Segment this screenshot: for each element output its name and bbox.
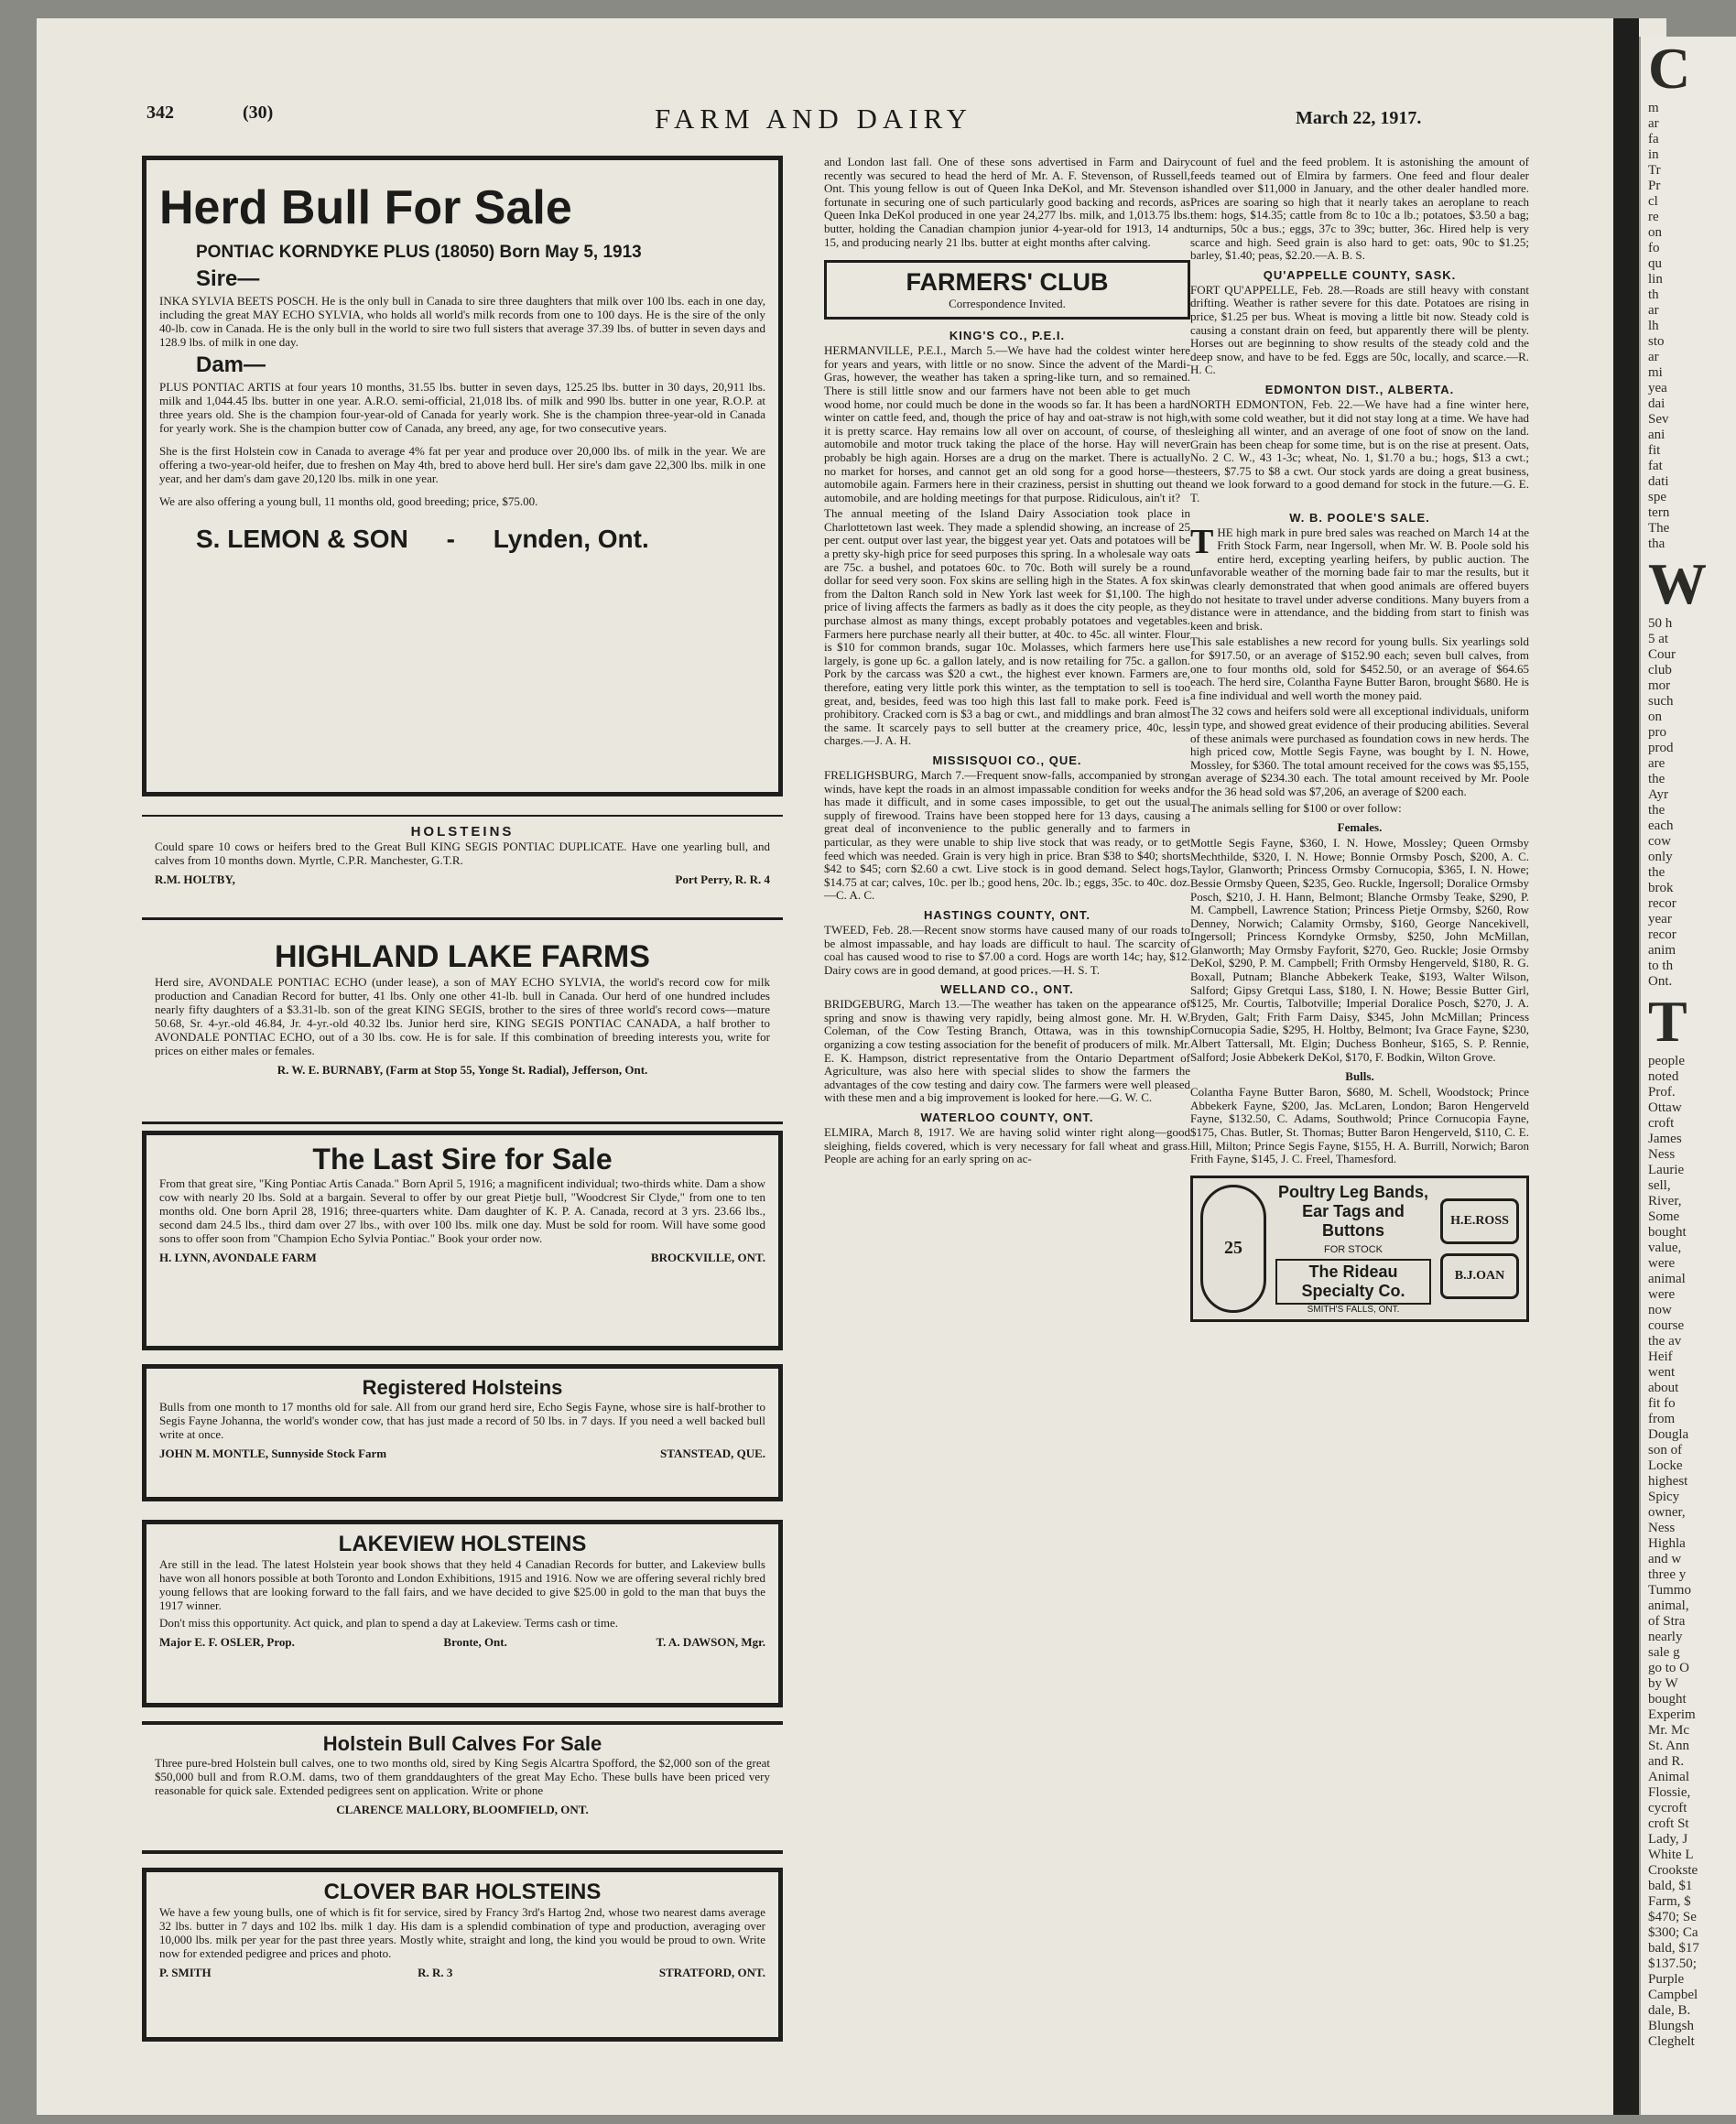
registered-place: STANSTEAD, QUE. bbox=[660, 1447, 765, 1460]
bull-calves-footer: CLARENCE MALLORY, BLOOMFIELD, ONT. bbox=[336, 1803, 589, 1816]
edge-fragment: Cleghelt bbox=[1648, 2034, 1695, 2049]
edge-fragment: Tummo bbox=[1648, 1583, 1691, 1598]
edge-fragment: St. Ann bbox=[1648, 1739, 1690, 1753]
edge-fragment: about bbox=[1648, 1381, 1679, 1395]
edge-fragment: each bbox=[1648, 818, 1674, 833]
lakeview-footer bbox=[159, 1635, 765, 1650]
offer-text: We are also offering a young bull, 11 months old, good breeding; price, $75.00. bbox=[159, 494, 538, 508]
edge-fragment: highest bbox=[1648, 1474, 1688, 1489]
welland-heading: WELLAND CO., ONT. bbox=[940, 982, 1074, 997]
edge-fragment: Ont. bbox=[1648, 974, 1673, 989]
waterloo-text: ELMIRA, March 8, 1917. We are having solid winter right along—good sleighing, fields covered, which is very necessary for fall wheat and grass. People are aching for an early spring on ac- bbox=[824, 1125, 1190, 1166]
herd-bull-subtitle: PONTIAC KORNDYKE PLUS (18050) Born May 5, 1913 bbox=[196, 243, 642, 262]
edge-fragment: $137.50; bbox=[1648, 1956, 1697, 1971]
highland-lake-ad bbox=[142, 932, 783, 1124]
edge-fragment: $470; Se bbox=[1648, 1910, 1697, 1924]
edge-fragment: were bbox=[1648, 1287, 1676, 1302]
edge-fragment: White L bbox=[1648, 1848, 1694, 1862]
ear-tag-icon: H.E.ROSS bbox=[1440, 1198, 1519, 1244]
dam-heading: Dam— bbox=[196, 352, 266, 377]
edge-fragment: fit bbox=[1648, 443, 1661, 458]
edge-fragment: Pr bbox=[1648, 179, 1661, 193]
sire-text: INKA SYLVIA BEETS POSCH. He is the only bull in Canada to sire three daughters that milk over 100 lbs. each in one day, including the great MAY ECHO SYLVIA, who holds all world's milk records from one to 100 days. He is the sire of the only 40-lb. cow in Canada. He is the only bull in the world to sire two full sisters that average 37.39 lbs. of butter in seven days and 128.9 lbs. of milk in one day. bbox=[159, 294, 765, 349]
quappelle-text: FORT QU'APPELLE, Feb. 28.—Roads are still heavy with constant drifting. Weather is rather severe for this date. Potatoes are rising in price, $1.25 per bus. Wheat is moving a little bit now. Steady cold is causing a constant drain on feed, but apparently there will be plenty. Horses out are beginning to show results of the steady cold and the deep snow, and have to be fed. Eggs are 50c, locally, and scarce.—R. H. C. bbox=[1190, 282, 1529, 377]
edge-fragment: fo bbox=[1648, 241, 1660, 255]
edge-fragment: Ness bbox=[1648, 1147, 1676, 1162]
bulls-heading: Bulls. bbox=[1345, 1069, 1374, 1084]
farmers-club-title: FARMERS' CLUB bbox=[906, 268, 1109, 297]
herd-bull-title: Herd Bull For Sale bbox=[159, 181, 572, 234]
kings-co-heading: KING'S CO., P.E.I. bbox=[949, 329, 1066, 343]
seller-place: Lynden, Ont. bbox=[493, 525, 649, 553]
edge-fragment: Spicy bbox=[1648, 1490, 1680, 1504]
edge-fragment: Animal bbox=[1648, 1770, 1689, 1784]
edge-fragment: dati bbox=[1648, 474, 1669, 489]
edge-fragment: the bbox=[1648, 803, 1665, 818]
dam-text: PLUS PONTIAC ARTIS at four years 10 months, 31.55 lbs. butter in seven days, 125.25 lbs. butter in 30 days, 20,911 lbs. milk and 1,044.45 lbs. butter in one year. A.R.O. semi-official, 21,018 lbs. of milk and 990 lbs. butter in one year, R.O.P. at three years old. She is the champion four-year-old of Canada for yearly work. She is the champion three-year-old in Canada for yearly work. She is the champion butter cow of Canada, any breed, any age, for two consecutive years. bbox=[159, 380, 765, 435]
holsteins-heading: HOLSTEINS bbox=[410, 824, 515, 840]
article-continued: and London last fall. One of these sons advertised in Farm and Dairy recently was secured to head the herd of Mr. A. F. Stevenson, of Russell, Ont. This young fellow is out of Queen Inka DeKol, and Mr. Stevenson is fortunate in securing one of such particularly good backing and records, as Queen Inka DeKol produced in one year 24,277 lbs. milk, and 1,013.75 lbs. butter, holding the Canadian champion junior 4-year-old for 1913, 14 and 15, and producing nearly 21 lbs. butter at eight months after calving. bbox=[824, 155, 1190, 249]
edge-fragment: bought bbox=[1648, 1692, 1687, 1707]
edge-fragment: T bbox=[1648, 989, 1687, 1054]
rideau-line-2: Ear Tags and Buttons bbox=[1302, 1201, 1405, 1240]
herd-bull-footer bbox=[196, 525, 765, 554]
edge-fragment: Blungsh bbox=[1648, 2019, 1695, 2033]
lakeview-text: Are still in the lead. The latest Holstein year book shows that they held 4 Canadian Records for butter, and Lakeview bulls have won all honors possible at both Toronto and London Exhibitions, 1915 and 1916. Now we are offering several richly bred young fellows that are looking forward to the fall fairs, and we have decided to give $25.00 in gold to the man that buys the 1917 winner. bbox=[159, 1557, 765, 1612]
edge-fragment: Sev bbox=[1648, 412, 1669, 427]
missisquoi-text: FRELIGHSBURG, March 7.—Frequent snow-falls, accompanied by strong winds, have kept the roads in an almost impassable condition for weeks and has made it difficult, and in some cases impossible, to get out the usual supply of firewood. Trains have been stopped here for 13 days, causing a great deal of inconvenience to the public generally and to farmers in particular, as they were unable to ship live stock that was ready, or to get feed which was needed. Grain is very high in price. Bran $38 to $40; shorts $42 to $45; corn $2.60 a cwt. Live stock is in good demand. Select hogs, $14.75 at car; calves, 10c. per lb.; good hens, 20c. lb.; eggs, 35c. to 40c. doz.—C. A. C. bbox=[824, 767, 1191, 903]
holsteins-text: Could spare 10 cows or heifers bred to the Great Bull KING SEGIS PONTIAC DUPLICATE. Have one yearling bull, and calves from 10 months down. Myrtle, C.P.R. Manchester, G.T.R. bbox=[155, 840, 770, 867]
edge-fragment: Some bbox=[1648, 1209, 1680, 1224]
edge-fragment: course bbox=[1648, 1318, 1685, 1333]
highland-heading: HIGHLAND LAKE FARMS bbox=[275, 939, 650, 974]
registered-footer bbox=[159, 1447, 765, 1461]
lakeview-mid: Bronte, Ont. bbox=[443, 1635, 507, 1649]
last-sire-footer bbox=[159, 1251, 765, 1265]
edge-fragment: prod bbox=[1648, 741, 1674, 755]
edge-fragment: Campbel bbox=[1648, 1988, 1698, 2002]
poole-sale-body: HE high mark in pure bred sales was reached on March 14 at the Frith Stock Farm, near Ingersoll, when Mr. W. B. Poole sold his entire herd, excepting yearling heifers, by public auction. The unfavorable weather of the morning bade fair to mar the results, but it was clearly demonstrated that when good animals are offered buyers do not hesitate to travel under adverse conditions. Many buyers from a distance were in attendance, and the bidding from start to finish was keen and brisk. bbox=[1190, 525, 1529, 633]
edge-fragment: Heif bbox=[1648, 1349, 1673, 1364]
edge-fragment: the bbox=[1648, 865, 1665, 880]
edge-fragment: of Stra bbox=[1648, 1614, 1686, 1629]
edge-fragment: were bbox=[1648, 1256, 1676, 1271]
edge-fragment: bald, $1 bbox=[1648, 1879, 1693, 1893]
edge-fragment: cycroft bbox=[1648, 1801, 1687, 1815]
kings-co-text-2: The annual meeting of the Island Dairy Association took place in Charlottetown last week. They made a splendid showing, an increase of 25 per cent. output over last year, the biggest year yet. Oats and potatoes will be a pretty sky-high price for seed purposes this spring. In a wholesale way oats are 75c. a bushel, and potatoes 60c. to 70c. Both will surely be a round dollar for seed very soon. Fox skins are selling high in the States. A fox skin from the Dalton Ranch sold in New York last week for $1,100. The high price of living affects the farmers as badly as it does the city people, as they purchase almost as many things, except probably potatoes and vegetables. Farmers here purchase nearly all their butter, at 40c. to 45c. all winter. Flour is $10 for common brands, sugar 10c. Molasses, which farmers here use largely, is gone up 6c. a gallon lately, and is now retailing for 75c. a gallon. Pork by the carcass was $20 a cwt., the highest ever known. Farmers are, therefore, eating very little pork this winter, as the temptation to sell is too great, and, besides, feed was too high this last fall to make pork. Feed is prohibitory. Cracked corn is $3 a bag or cwt., and middlings and bran almost the same. It scarcely pays to sell butter at the creamery price, 40c, less charges.—J. A. H. bbox=[824, 506, 1191, 748]
edge-fragment: the av bbox=[1648, 1334, 1682, 1349]
edge-fragment: the bbox=[1648, 772, 1665, 786]
edge-fragment: owner, bbox=[1648, 1505, 1686, 1520]
edge-fragment: Crookste bbox=[1648, 1863, 1698, 1878]
rideau-line-1: Poultry Leg Bands, bbox=[1277, 1182, 1429, 1201]
issue-date: March 22, 1917. bbox=[1296, 108, 1422, 128]
masthead: FARM AND DAIRY bbox=[655, 103, 972, 135]
holsteins-place: Port Perry, R. R. 4 bbox=[675, 872, 770, 886]
edge-fragment: such bbox=[1648, 694, 1674, 709]
lakeview-name: Major E. F. OSLER, Prop. bbox=[159, 1635, 295, 1649]
edge-fragment: yea bbox=[1648, 381, 1667, 396]
edge-fragment: anim bbox=[1648, 943, 1676, 958]
page-gutter bbox=[1613, 18, 1639, 2115]
page-number: 342 bbox=[146, 103, 174, 123]
edge-fragment: dale, B. bbox=[1648, 2003, 1691, 2018]
edge-fragment: qu bbox=[1648, 256, 1662, 271]
clover-bar-ad bbox=[142, 1868, 783, 2042]
holsteins-ad bbox=[142, 815, 783, 920]
edge-fragment: and R. bbox=[1648, 1754, 1685, 1769]
edge-fragment: fit fo bbox=[1648, 1396, 1676, 1411]
edge-fragment: fa bbox=[1648, 132, 1659, 146]
edge-fragment: cl bbox=[1648, 194, 1658, 209]
edge-fragment: James bbox=[1648, 1132, 1682, 1146]
edge-fragment: club bbox=[1648, 663, 1672, 677]
poole-sale-text bbox=[1190, 522, 1529, 634]
edge-fragment: $300; Ca bbox=[1648, 1925, 1698, 1940]
clover-bar-name: P. SMITH bbox=[159, 1966, 212, 1979]
edmonton-text: NORTH EDMONTON, Feb. 22.—We have had a fine winter here, with some cold weather, but it did not stay long at a time. We have had sleighing all winter, and an average of one foot of snow on the land. Grain has been cheap for some time, but is on the rise at present. Oats, No. 2 C. W., 43 1-3c; wheat, No. 1, $1.70 a bu.; hogs, $13 a cwt.; steers, $7.75 to $8 a cwt. Our stock yards are doing a great business, and we look forward to a good demand for stock in the future.—G. E. T. bbox=[1190, 396, 1529, 505]
highland-footer: R. W. E. BURNABY, (Farm at Stop 55, Yonge St. Radial), Jefferson, Ont. bbox=[277, 1063, 648, 1077]
edge-fragment: W bbox=[1648, 551, 1707, 616]
edge-fragment: Highla bbox=[1648, 1536, 1686, 1551]
females-heading: Females. bbox=[1337, 820, 1383, 835]
poole-sale-text-2: This sale establishes a new record for young bulls. Six yearlings sold for $917.50, or an average of $152.90 each; seven bull calves, from one to four months old, sold for $452.50, or an average of $64.65 each. The herd sire, Colantha Fayne Butter Baron, brought $680. He is a fine individual and well worth the money paid. bbox=[1190, 634, 1529, 702]
edge-fragment: 5 at bbox=[1648, 632, 1669, 646]
edge-fragment: noted bbox=[1648, 1069, 1679, 1084]
edge-fragment: th bbox=[1648, 287, 1659, 302]
missisquoi-heading: MISSISQUOI CO., QUE. bbox=[932, 753, 1082, 767]
rideau-location: SMITH'S FALLS, ONT. bbox=[1307, 1304, 1400, 1315]
edge-fragment: cow bbox=[1648, 834, 1671, 849]
leg-band-icon: 25 bbox=[1200, 1185, 1266, 1313]
edge-fragment: nearly bbox=[1648, 1630, 1683, 1644]
poole-sale-heading: W. B. POOLE'S SALE. bbox=[1289, 510, 1430, 525]
edge-fragment: now bbox=[1648, 1303, 1672, 1317]
bull-calves-heading: Holstein Bull Calves For Sale bbox=[322, 1732, 602, 1755]
edge-fragment: only bbox=[1648, 850, 1673, 864]
edge-fragment: bought bbox=[1648, 1225, 1687, 1240]
next-page-edge bbox=[1639, 37, 1736, 2115]
bull-calves-ad bbox=[142, 1721, 783, 1854]
clover-bar-footer bbox=[159, 1966, 765, 1980]
kings-co-text: HERMANVILLE, P.E.I., March 5.—We have had the coldest winter here for years and years, with little or no snow. Since the advent of the Mardi-Gras, however, the weather has taken a spring-like turn, and so remained. There is still little snow and our farmers have not been able to get much wood home, nor could much be done in the woods so far. It has been a hard winter on cattle feed, and, though the price of hay and oat-straw is not high, it is pretty scarce. Hay remains low all over on account, of course, of the automobile and motor truck taking the place of the horse. Hay will never probably be high again. Horses are a drug on the market. There is actually no market for horses, and cannot get an old song for a good horse—the automobile again. Farmers here in their craziness, persist in shutting out the automobile, and are holding meetings for that purpose. Ridiculous, ain't it? bbox=[824, 343, 1190, 504]
edge-fragment: on bbox=[1648, 710, 1662, 724]
clover-bar-text: We have a few young bulls, one of which is fit for service, sired by Francy 3rd's Hartog 2nd, whose two nearest dams average 32 lbs. butter in 7 days and 102 lbs. milk 1 day. His dam is a splendid combination of type and production, averaging over 10,000 lbs. milk per year for the past three years. Mostly white, straight and long, the kind you would be proud to own. Write now for extended pedigree and prices and photo. bbox=[159, 1905, 765, 1960]
last-sire-heading: The Last Sire for Sale bbox=[312, 1143, 613, 1176]
registered-holsteins-ad bbox=[142, 1364, 783, 1501]
poole-sale-text-3: The 32 cows and heifers sold were all exceptional individuals, uniform in type, and showed great evidence of their producing abilities. Several of these animals were purchased as foundation cows in new herds. The high priced cow, Mottle Segis Fayne, was bought by I. N. Howe, Mossley, for $360. The total amount received for the cows was $5,155, an average of $234.30 each. The total amount received by Mr. Poole for the 36 head sold was $7,206, an average of $200 each. bbox=[1190, 704, 1529, 798]
registered-heading: Registered Holsteins bbox=[362, 1376, 563, 1399]
sire-heading: Sire— bbox=[196, 266, 260, 291]
edmonton-heading: EDMONTON DIST., ALBERTA. bbox=[1264, 382, 1455, 396]
edge-fragment: pro bbox=[1648, 725, 1666, 740]
edge-fragment: Mr. Mc bbox=[1648, 1723, 1689, 1738]
drop-cap: T bbox=[1190, 522, 1214, 561]
clover-bar-heading: CLOVER BAR HOLSTEINS bbox=[323, 1880, 602, 1904]
edge-fragment: Dougla bbox=[1648, 1427, 1689, 1442]
edge-fragment: m bbox=[1648, 101, 1659, 115]
ear-tag-icon-2: B.J.OAN bbox=[1440, 1253, 1519, 1299]
registered-text: Bulls from one month to 17 months old for sale. All from our grand herd sire, Echo Segis Fayne, whose sire is half-brother to Segis Fayne Johanna, the world's wonder cow, that has just made a record of 50 lbs. in 7 days. If you need a well backed bull write at once. bbox=[159, 1400, 765, 1441]
page-number-alt: (30) bbox=[243, 103, 274, 123]
edge-fragment: Lady, J bbox=[1648, 1832, 1688, 1847]
bull-calves-text: Three pure-bred Holstein bull calves, one to two months old, sired by King Segis Alcartra Spofford, the $2,000 son of the great $50,000 bull and from R.O.M. dams, two of them granddaughters of the great May Echo. These bulls have been priced very reasonable for quick sale. Extended pedigrees sent on application. Write or phone bbox=[155, 1756, 770, 1797]
edge-fragment: brok bbox=[1648, 881, 1674, 895]
edge-fragment: mi bbox=[1648, 365, 1663, 380]
quappelle-heading: QU'APPELLE COUNTY, SASK. bbox=[1263, 267, 1457, 282]
right-column bbox=[1190, 156, 1529, 1322]
edge-fragment: Ayr bbox=[1648, 787, 1668, 802]
last-sire-text: From that great sire, "King Pontiac Artis Canada." Born April 5, 1916; a magnificent individual; two-thirds white. Dam a show cow with nearly 20 lbs. Sold at a bargain. Several to offer by our great Pietje bull, "Woodcrest Sir Clyde," from one to ten months old. One born April 28, 1916; three-quarters white. Dam daughter of K. P. A. Canada, record at 3 yrs. 23.66 lbs., second dam 24.5 lbs., third dam over 27 lbs., with over 100 lbs. milk one day. Must be sold for room. Will have some good sons to offer soon from "Champion Echo Sylvia Pontiac." Book your order now. bbox=[159, 1176, 765, 1245]
lakeview-heading: LAKEVIEW HOLSTEINS bbox=[338, 1532, 587, 1556]
edge-fragment: C bbox=[1648, 37, 1691, 101]
lakeview-text-2: Don't miss this opportunity. Act quick, and plan to spend a day at Lakeview. Terms cash or time. bbox=[159, 1616, 618, 1630]
edge-fragment: sell, bbox=[1648, 1178, 1671, 1193]
edge-fragment: year bbox=[1648, 912, 1672, 927]
edge-fragment: tern bbox=[1648, 505, 1670, 520]
edge-fragment: recor bbox=[1648, 896, 1676, 911]
edge-fragment: lin bbox=[1648, 272, 1663, 287]
edge-fragment: animal, bbox=[1648, 1598, 1689, 1613]
hastings-heading: HASTINGS COUNTY, ONT. bbox=[923, 907, 1091, 922]
edge-fragment: mor bbox=[1648, 678, 1671, 693]
edge-fragment: Ness bbox=[1648, 1521, 1676, 1535]
bulls-list: Colantha Fayne Butter Baron, $680, M. Schell, Woodstock; Prince Abbekerk Fayne, $200, Jas. McLaren, London; Baron Hengerveld Fayne, $132.50, C. Adams, Southwold; Prince Cornucopia Fayne, $175, Chas. Butler, St. Thomas; Butter Baron Hengerveld, $110, C. E. Hill, Milton; Prince Segis Fayne, $155, H. A. Burrill, Norwich; Baron Frith Fayne, $145, J. C. Freel, Thamesford. bbox=[1190, 1085, 1529, 1166]
edge-fragment: dai bbox=[1648, 396, 1665, 411]
edge-fragment: went bbox=[1648, 1365, 1676, 1380]
hastings-text: TWEED, Feb. 28.—Recent snow storms have caused many of our roads to be almost impassable, and hay loads are difficult to haul. The scarcity of coal has caused wood to rise to $7.00 a cord. Hogs are worth 14c; hay, $12. Dairy cows are in good demand, at good prices.—H. S. T. bbox=[824, 922, 1190, 977]
edge-fragment: croft St bbox=[1648, 1816, 1689, 1831]
edge-fragment: by W bbox=[1648, 1676, 1678, 1691]
edge-fragment: are bbox=[1648, 756, 1665, 771]
edge-fragment: Locke bbox=[1648, 1458, 1683, 1473]
seller-name: S. LEMON & SON bbox=[196, 525, 408, 553]
edge-fragment: ani bbox=[1648, 428, 1665, 442]
edge-fragment: Tr bbox=[1648, 163, 1661, 178]
seller-dash: - bbox=[446, 525, 455, 553]
edge-fragment: in bbox=[1648, 147, 1659, 162]
rideau-ad-text bbox=[1275, 1183, 1431, 1315]
edge-fragment: Purple bbox=[1648, 1972, 1685, 1987]
edge-fragment: Experim bbox=[1648, 1707, 1696, 1722]
edge-fragment: Ottaw bbox=[1648, 1100, 1682, 1115]
edge-fragment: spe bbox=[1648, 490, 1666, 504]
farmers-club-box bbox=[824, 260, 1190, 320]
welland-text: BRIDGEBURG, March 13.—The weather has taken on the appearance of spring and snow is thawing very rapidly, being almost gone. Mr. H. W. Coleman, of the Cow Testing Branch, Ottawa, was in this township organizing a cow testing association for the benefit of producers of milk. Mr. E. K. Hampson, district representative from the Ontario Department of Agriculture, was also here with special slides to show the farmers the advantages of the cow testing and dairy cow. The farmers were well pleased with these men and a big improvement is looked for here.—G. W. C. bbox=[824, 997, 1190, 1105]
page-header bbox=[146, 103, 1611, 139]
edge-fragment: bald, $17 bbox=[1648, 1941, 1699, 1956]
edge-fragment: Prof. bbox=[1648, 1085, 1676, 1100]
edge-fragment: three y bbox=[1648, 1567, 1687, 1582]
rideau-line-3: FOR STOCK bbox=[1324, 1243, 1383, 1255]
waterloo-continued: count of fuel and the feed problem. It is astonishing the amount of feeds teamed out of Elmira by farmers. One feed and flour dealer handled over $11,000 in January, and the other dealer handled more. Prices are soaring so high that it nearly takes an aeroplane to reach them: hogs, $14.35; cattle from 8c to 10c a lb.; potatoes, $3.50 a bag; turnips, 50c a bus.; eggs, 37c to 39c; butter, 36c. Hired help is very scarce and high. Seed grain is also hard to get: oats, 90c to $1.25; barley, $1.40; peas, $2.20.—A. B. S. bbox=[1190, 155, 1529, 263]
dam-text-2: She is the first Holstein cow in Canada to average 4% fat per year and produce over 20,000 lbs. of milk in the year. We are offering a two-year-old heifer, due to freshen on May 4th, bred to above herd bull. Her sire's dam gave 22,300 lbs. milk in one year, and her dam's dam gave 20,120 lbs. milk in one year. bbox=[159, 444, 765, 485]
lakeview-ad bbox=[142, 1520, 783, 1707]
edge-fragment: from bbox=[1648, 1412, 1676, 1426]
edge-fragment: Farm, $ bbox=[1648, 1894, 1691, 1909]
waterloo-heading: WATERLOO COUNTY, ONT. bbox=[920, 1111, 1094, 1125]
edge-fragment: sto bbox=[1648, 334, 1665, 349]
edge-fragment: The bbox=[1648, 521, 1670, 536]
last-sire-place: BROCKVILLE, ONT. bbox=[650, 1251, 765, 1264]
edge-fragment: value, bbox=[1648, 1241, 1682, 1255]
edge-fragment: River, bbox=[1648, 1194, 1682, 1208]
females-list: Mottle Segis Fayne, $360, I. N. Howe, Mossley; Queen Ormsby Mechthilde, $320, I. N. Howe; Bonnie Ormsby Posch, $200, A. C. Taylor, Glanworth; Princess Ormsby Cornucopia, $365, I. N. Howe; Bessie Ormsby Queen, $235, Geo. Ruckle, Ingersoll; Doralice Ormsby Posch, $210, J. H. Hann, Belmont; Blanche Ormsby Teake, $290, P. M. Campbell, Lawrence Station; Princess Pietje Ormsby, $260, Row Denney, Norwich; Calamity Ormsby, $160, George Nancekivell, Ingersoll; Princess Korndyke Ormsby, $250, John McMillan, Glanworth; May Ormsby Fayforit, $270, Geo. Ruckle; Josie Ormsby DeKol, $290, P. M. Campbell; Frith Ormsby Hengerveld, $180, R. G. Boxall, Putnam; Blanche Abbekerk Teake, $193, Walter Wilson, Salford; Gipsy Gretqui Lass, $180, I. N. Howe; Bessie Butter Girl, $125, Mr. Courtis, Talbotville; Imperial Doralice Posch, $270, J. A. Bryden, Galt; Frith Farm Daisy, $345, John McMillan; Princess Cornucopia Sadie, $295, H. Holtby, Belmont; Iva Grace Fayne, $230, Albert Tattersall, Mt. Elgin; Duchess Bonheur, $165, S. P. Rennie, Salford; Josie Abbekerk DeKol, $170, F. Bodkin, Wilton Grove. bbox=[1190, 836, 1529, 1064]
clover-bar-place: STRATFORD, ONT. bbox=[658, 1966, 765, 1979]
edge-fragment: croft bbox=[1648, 1116, 1675, 1131]
edge-fragment: ar bbox=[1648, 116, 1659, 131]
edge-fragment: ar bbox=[1648, 350, 1659, 364]
edge-fragment: Laurie bbox=[1648, 1163, 1685, 1177]
lakeview-place: T. A. DAWSON, Mgr. bbox=[656, 1635, 765, 1649]
edge-fragment: 50 h bbox=[1648, 616, 1673, 631]
holsteins-name: R.M. HOLTBY, bbox=[155, 872, 235, 886]
clover-bar-mid: R. R. 3 bbox=[418, 1966, 453, 1979]
herd-bull-ad bbox=[142, 156, 783, 796]
edge-fragment: ar bbox=[1648, 303, 1659, 318]
highland-text: Herd sire, AVONDALE PONTIAC ECHO (under lease), a son of MAY ECHO SYLVIA, the world's record cow for milk production and Canadian Record for butter, 41 lbs. Only one other 41-lb. bull in Canada. Our herd of one hundred includes nearly fifty daughters of a $3.31-lb. son of the great KING SEGIS, brother to the sires of three world's record cows—mature 50.68, Sr. 4-yr.-old 46.84, Jr. 4-yr.-old 40.32 lbs. Junior herd sire, KING SEGIS PONTIAC CANADA, a half brother to AVONDALE PONTIAC ECHO, out of a 30 lbs. cow. He is for sale. If this combination of breeding interests you, write for prices on either males or females. bbox=[155, 975, 770, 1057]
edge-fragment: re bbox=[1648, 210, 1659, 224]
ear-tags bbox=[1440, 1198, 1519, 1299]
edge-fragment: tha bbox=[1648, 536, 1665, 551]
poole-sale-text-4: The animals selling for $100 or over follow: bbox=[1190, 800, 1402, 815]
edge-fragment: go to O bbox=[1648, 1661, 1689, 1675]
farmers-club-subtitle: Correspondence Invited. bbox=[949, 297, 1066, 311]
last-sire-name: H. LYNN, AVONDALE FARM bbox=[159, 1251, 317, 1264]
last-sire-ad bbox=[142, 1131, 783, 1350]
edge-fragment: to th bbox=[1648, 959, 1674, 973]
rideau-company: The Rideau Specialty Co. bbox=[1275, 1259, 1431, 1305]
rideau-specialty-ad bbox=[1190, 1176, 1529, 1322]
holsteins-footer bbox=[155, 872, 770, 887]
edge-fragment: Cour bbox=[1648, 647, 1676, 662]
edge-fragment: animal bbox=[1648, 1272, 1686, 1286]
middle-column bbox=[824, 156, 1190, 1169]
edge-fragment: Flossie, bbox=[1648, 1785, 1691, 1800]
edge-fragment: sale g bbox=[1648, 1645, 1680, 1660]
edge-fragment: and w bbox=[1648, 1552, 1682, 1566]
edge-fragment: son of bbox=[1648, 1443, 1683, 1458]
edge-fragment: recor bbox=[1648, 927, 1676, 942]
edge-fragment: on bbox=[1648, 225, 1662, 240]
edge-fragment: fat bbox=[1648, 459, 1663, 473]
edge-fragment: people bbox=[1648, 1054, 1685, 1068]
registered-name: JOHN M. MONTLE, Sunnyside Stock Farm bbox=[159, 1447, 387, 1460]
edge-fragment: lh bbox=[1648, 319, 1659, 333]
